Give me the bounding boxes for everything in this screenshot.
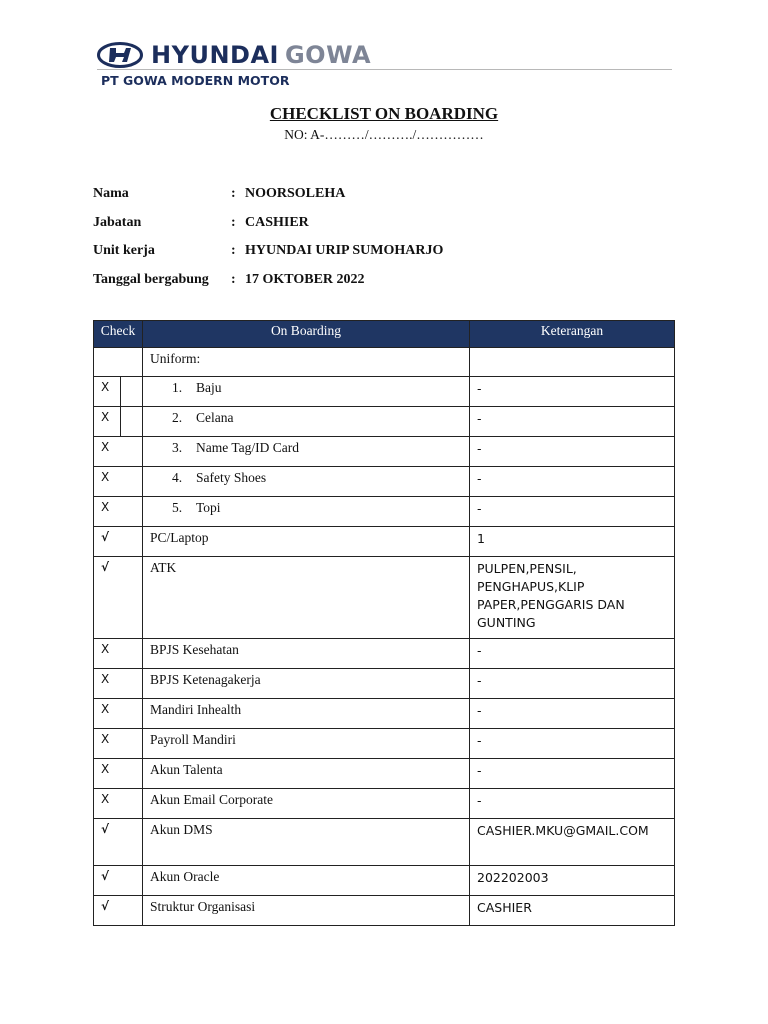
employee-info	[93, 180, 443, 294]
item-label: Safety Shoes	[196, 470, 267, 485]
note-cell: -	[470, 789, 675, 819]
check-mark: X	[101, 380, 110, 394]
info-colon: :	[231, 271, 236, 287]
onboarding-item: BPJS Ketenagakerja	[143, 669, 470, 699]
onboarding-item	[143, 467, 470, 497]
check-mark: √	[101, 822, 110, 836]
table-row	[94, 729, 675, 759]
item-label: Celana	[196, 410, 234, 425]
item-number: 5.	[172, 500, 183, 515]
check-cell	[94, 639, 143, 669]
column-header-onboarding: On Boarding	[143, 321, 470, 348]
info-label: Tanggal bergabung	[93, 271, 209, 287]
check-mark: X	[101, 732, 110, 746]
check-cell	[94, 407, 143, 437]
info-colon: :	[231, 186, 236, 202]
item-number: 3.	[172, 440, 183, 455]
note-cell: CASHIER	[470, 896, 675, 926]
info-row-unit	[93, 237, 443, 266]
onboarding-item: Payroll Mandiri	[143, 729, 470, 759]
note-cell: -	[470, 759, 675, 789]
item-label: Baju	[196, 380, 222, 395]
table-row	[94, 759, 675, 789]
company-name: PT GOWA MODERN MOTOR	[101, 73, 290, 88]
onboarding-item: PC/Laptop	[143, 527, 470, 557]
info-row-tanggal	[93, 266, 443, 295]
table-row	[94, 866, 675, 896]
note-cell: CASHIER.MKU@GMAIL.COM	[470, 819, 675, 866]
info-colon: :	[231, 214, 236, 230]
info-value-nama: NOORSOLEHA	[245, 186, 346, 202]
note-cell: -	[470, 467, 675, 497]
check-cell	[94, 729, 143, 759]
onboarding-item: BPJS Kesehatan	[143, 639, 470, 669]
note-cell: -	[470, 377, 675, 407]
check-mark: √	[101, 560, 110, 574]
checklist-table	[93, 320, 675, 926]
brand-logo	[97, 40, 371, 70]
check-cell	[94, 377, 143, 407]
onboarding-item: Akun Email Corporate	[143, 789, 470, 819]
table-row	[94, 896, 675, 926]
table-row	[94, 789, 675, 819]
table-header-row	[94, 321, 675, 348]
check-cell	[94, 819, 143, 866]
table-row	[94, 407, 675, 437]
check-cell	[94, 437, 143, 467]
info-value-jabatan: CASHIER	[245, 214, 309, 230]
check-mark: X	[101, 410, 110, 424]
check-cell	[94, 699, 143, 729]
check-mark: X	[101, 642, 110, 656]
check-cell	[94, 348, 143, 377]
note-cell: -	[470, 437, 675, 467]
info-value-tanggal: 17 OKTOBER 2022	[245, 271, 365, 287]
onboarding-item: Uniform:	[143, 348, 470, 377]
check-mark: X	[101, 672, 110, 686]
note-cell: PULPEN,PENSIL, PENGHAPUS,KLIP PAPER,PENGGARIS DAN GUNTING	[470, 557, 675, 639]
item-number: 2.	[172, 410, 183, 425]
note-cell: 1	[470, 527, 675, 557]
check-cell	[94, 759, 143, 789]
check-cell	[94, 467, 143, 497]
info-label: Jabatan	[93, 214, 142, 230]
check-mark: √	[101, 899, 110, 913]
table-row	[94, 669, 675, 699]
check-mark: √	[101, 530, 110, 544]
table-row-uniform	[94, 348, 675, 377]
column-header-keterangan: Keterangan	[470, 321, 675, 348]
info-label: Unit kerja	[93, 243, 155, 259]
item-label: Name Tag/ID Card	[196, 440, 300, 455]
note-cell: -	[470, 497, 675, 527]
note-cell: 202202003	[470, 866, 675, 896]
brand-location: GOWA	[284, 41, 372, 69]
table-row	[94, 557, 675, 639]
note-cell: -	[470, 407, 675, 437]
item-number: 4.	[172, 470, 183, 485]
info-value-unit: HYUNDAI URIP SUMOHARJO	[245, 243, 444, 259]
check-cell	[94, 527, 143, 557]
item-number: 1.	[172, 380, 183, 395]
column-header-check: Check	[94, 321, 143, 348]
hyundai-emblem-icon	[97, 42, 143, 68]
document-title: CHECKLIST ON BOARDING	[269, 104, 499, 123]
check-mark: √	[101, 869, 110, 883]
table-row	[94, 699, 675, 729]
document-number: NO: A-………/………./……………	[284, 127, 484, 142]
check-cell	[94, 497, 143, 527]
info-label: Nama	[93, 186, 129, 202]
onboarding-item: ATK	[143, 557, 470, 639]
note-cell: -	[470, 639, 675, 669]
check-mark: X	[101, 762, 110, 776]
table-row	[94, 467, 675, 497]
header-divider	[97, 69, 672, 70]
check-mark: X	[101, 702, 110, 716]
check-cell	[94, 669, 143, 699]
table-row	[94, 437, 675, 467]
onboarding-item: Akun Oracle	[143, 866, 470, 896]
check-cell	[94, 789, 143, 819]
check-cell	[94, 896, 143, 926]
onboarding-item: Mandiri Inhealth	[143, 699, 470, 729]
check-cell	[94, 557, 143, 639]
onboarding-item: Akun Talenta	[143, 759, 470, 789]
table-row	[94, 377, 675, 407]
onboarding-item: Struktur Organisasi	[143, 896, 470, 926]
check-mark: X	[101, 792, 110, 806]
info-row-jabatan	[93, 209, 443, 238]
check-cell	[94, 866, 143, 896]
check-mark: X	[101, 470, 110, 484]
item-label: Topi	[196, 500, 221, 515]
table-row	[94, 497, 675, 527]
info-colon: :	[231, 243, 236, 259]
onboarding-item	[143, 497, 470, 527]
check-mark: X	[101, 440, 110, 454]
table-row	[94, 639, 675, 669]
note-cell: -	[470, 699, 675, 729]
info-row-nama	[93, 180, 443, 209]
note-cell: -	[470, 729, 675, 759]
onboarding-item	[143, 377, 470, 407]
note-cell: -	[470, 669, 675, 699]
table-row	[94, 527, 675, 557]
brand-name: HYUNDAI	[151, 41, 279, 69]
onboarding-item	[143, 407, 470, 437]
note-cell	[470, 348, 675, 377]
onboarding-item	[143, 437, 470, 467]
check-mark: X	[101, 500, 110, 514]
onboarding-item: Akun DMS	[143, 819, 470, 866]
table-row	[94, 819, 675, 866]
